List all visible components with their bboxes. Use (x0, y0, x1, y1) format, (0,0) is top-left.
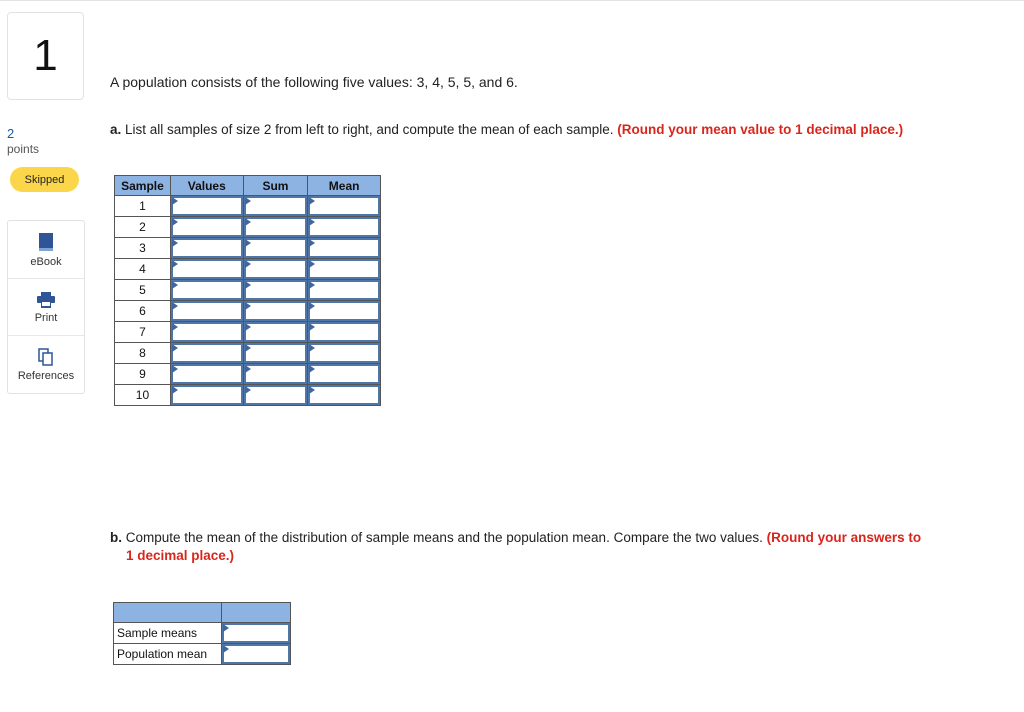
mean-input[interactable] (308, 217, 380, 237)
points-value: 2 (7, 126, 15, 141)
mean-input[interactable] (308, 343, 380, 363)
ebook-button[interactable] (8, 221, 84, 278)
means-table (113, 602, 291, 665)
mean-input[interactable] (308, 301, 380, 321)
tools-panel (7, 220, 85, 394)
print-button[interactable] (8, 278, 84, 336)
values-input[interactable] (171, 343, 243, 363)
references-icon (38, 348, 54, 366)
values-input[interactable] (171, 385, 243, 405)
sample-number: 2 (115, 217, 171, 238)
samples-table (114, 175, 381, 406)
part-a-note: (Round your mean value to 1 decimal place.) (617, 122, 904, 137)
ebook-icon (38, 232, 54, 252)
table-row (115, 196, 381, 217)
values-input[interactable] (171, 280, 243, 300)
sample-number: 1 (115, 196, 171, 217)
sample-number: 4 (115, 259, 171, 280)
sum-input[interactable] (244, 322, 308, 342)
values-input[interactable] (171, 217, 243, 237)
means-header-blank (221, 603, 290, 623)
question-number: 1 (7, 12, 84, 100)
points-label: points (7, 142, 40, 156)
top-divider (0, 0, 1024, 1)
print-label: Print (34, 311, 58, 324)
mean-input[interactable] (308, 385, 380, 405)
part-a-label: a. (110, 122, 122, 137)
sum-input[interactable] (244, 280, 308, 300)
table-row (115, 343, 381, 364)
mean-input[interactable] (308, 259, 380, 279)
part-b-label: b. (110, 530, 122, 545)
samples-table-header (115, 176, 381, 196)
sample-number: 5 (115, 280, 171, 301)
references-button[interactable] (8, 335, 84, 393)
values-input[interactable] (171, 322, 243, 342)
values-input[interactable] (171, 238, 243, 258)
question-intro: A population consists of the following five values: 3, 4, 5, 5, and 6. (110, 74, 518, 90)
mean-input[interactable] (308, 364, 380, 384)
table-row (114, 623, 291, 644)
values-input[interactable] (171, 196, 243, 216)
sample-means-input[interactable] (222, 623, 290, 643)
mean-input[interactable] (308, 196, 380, 216)
sum-input[interactable] (244, 364, 308, 384)
sample-number: 8 (115, 343, 171, 364)
sample-number: 9 (115, 364, 171, 385)
part-a-text: List all samples of size 2 from left to right, and compute the mean of each sample. (125, 122, 614, 137)
header-mean: Mean (308, 176, 381, 196)
sample-number: 7 (115, 322, 171, 343)
part-b-note: (Round your answers to (766, 530, 922, 545)
means-table-header (114, 603, 291, 623)
header-sum: Sum (243, 176, 308, 196)
sum-input[interactable] (244, 385, 308, 405)
sum-input[interactable] (244, 238, 308, 258)
part-b-text: Compute the mean of the distribution of sample means and the population mean. Compare the two values. (125, 530, 763, 545)
ebook-label: eBook (30, 255, 62, 268)
sample-number: 3 (115, 238, 171, 259)
sum-input[interactable] (244, 259, 308, 279)
table-row (115, 280, 381, 301)
table-row (115, 259, 381, 280)
table-row (115, 385, 381, 406)
population-mean-label: Population mean (114, 644, 222, 665)
mean-input[interactable] (308, 280, 380, 300)
table-row (114, 644, 291, 665)
print-icon (37, 292, 55, 308)
part-b-note-cont: 1 decimal place.) (126, 548, 235, 563)
header-sample: Sample (115, 176, 171, 196)
references-label: References (17, 369, 75, 382)
part-b-prompt (110, 529, 1000, 565)
sample-number: 10 (115, 385, 171, 406)
sum-input[interactable] (244, 301, 308, 321)
means-header-blank (114, 603, 222, 623)
sample-number: 6 (115, 301, 171, 322)
sum-input[interactable] (244, 196, 308, 216)
values-input[interactable] (171, 259, 243, 279)
part-a-prompt (110, 122, 903, 137)
table-row (115, 364, 381, 385)
table-row (115, 322, 381, 343)
header-values: Values (170, 176, 243, 196)
values-input[interactable] (171, 301, 243, 321)
mean-input[interactable] (308, 322, 380, 342)
table-row (115, 238, 381, 259)
mean-input[interactable] (308, 238, 380, 258)
sum-input[interactable] (244, 217, 308, 237)
values-input[interactable] (171, 364, 243, 384)
population-mean-input[interactable] (222, 644, 290, 664)
sample-means-label: Sample means (114, 623, 222, 644)
table-row (115, 301, 381, 322)
sum-input[interactable] (244, 343, 308, 363)
table-row (115, 217, 381, 238)
status-badge: Skipped (10, 167, 79, 192)
